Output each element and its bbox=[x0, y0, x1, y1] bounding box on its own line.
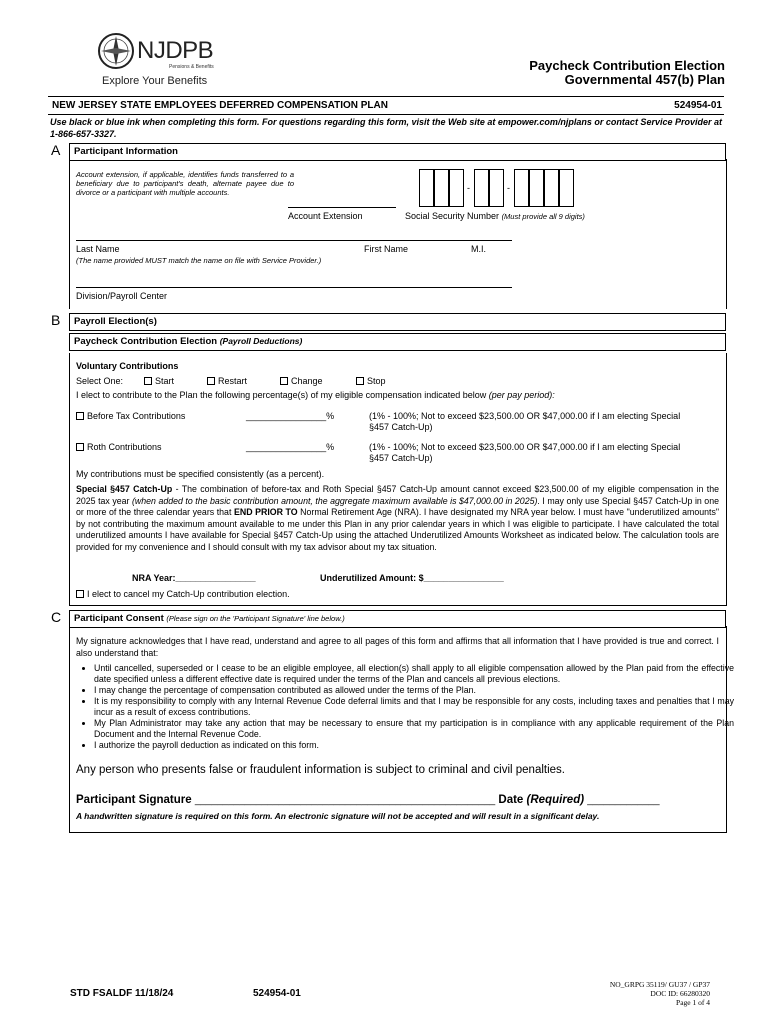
name-field[interactable] bbox=[76, 240, 512, 241]
before-tax-percent-field[interactable]: ________________% bbox=[246, 411, 335, 421]
footer-plan-number: 524954-01 bbox=[253, 988, 301, 999]
option-stop[interactable]: Stop bbox=[356, 376, 386, 386]
ssn-label: Social Security Number (Must provide all 9 digits) bbox=[405, 211, 585, 221]
mi-label: M.I. bbox=[471, 244, 486, 254]
first-name-label: First Name bbox=[364, 244, 409, 254]
ssn-field[interactable]: - - bbox=[419, 169, 699, 207]
sub-heading: Paycheck Contribution Election bbox=[74, 336, 218, 347]
account-note: Account extension, if applicable, identifies funds transferred to a beneficiary due to participant's death, alternate payee due to divorce or a participant with multiple accounts. bbox=[76, 170, 294, 197]
checkbox-icon bbox=[280, 377, 288, 385]
roth-percent-field[interactable]: ________________% bbox=[246, 442, 335, 452]
date-field[interactable]: _____________ bbox=[587, 795, 660, 806]
svg-text:NJDPB: NJDPB bbox=[137, 37, 214, 64]
checkbox-icon bbox=[76, 443, 84, 451]
plan-bar bbox=[48, 96, 724, 115]
consent-bullets bbox=[80, 663, 734, 751]
section-heading: Participant Information bbox=[74, 146, 178, 157]
instructions: Use black or blue ink when completing this form. For questions regarding this form, visit the Web site at empower.com/njplans or contact Service Provider at 1-866-657-3327. bbox=[50, 117, 722, 139]
list-item: • I authorize the payroll deduction as indicated on this form. bbox=[94, 740, 734, 751]
before-tax-option[interactable]: Before Tax Contributions bbox=[76, 411, 185, 421]
elect-text: I elect to contribute to the Plan the following percentage(s) of my eligible compensation indicated below (per pay period): bbox=[76, 390, 555, 400]
list-item: • It is my responsibility to comply with any Internal Revenue Code deferral limits and that I may be responsible for any costs, including taxes and penalties that I may incur as a result of excess contributions. bbox=[94, 696, 734, 718]
voluntary-title: Voluntary Contributions bbox=[76, 361, 179, 371]
section-letter: C bbox=[51, 609, 62, 625]
option-change[interactable]: Change bbox=[280, 376, 323, 386]
checkbox-icon bbox=[207, 377, 215, 385]
list-item: • I may change the percentage of compensation contributed as allowed under the terms of the Plan. bbox=[94, 685, 734, 696]
svg-text:Pensions & Benefits: Pensions & Benefits bbox=[169, 64, 214, 70]
date-label: Date bbox=[498, 794, 524, 806]
tagline: Explore Your Benefits bbox=[102, 75, 208, 87]
signature-field[interactable]: ______________________________________________________ bbox=[194, 795, 496, 806]
division-label: Division/Payroll Center bbox=[76, 291, 168, 301]
section-letter: A bbox=[51, 142, 61, 158]
paycheck-election-header: Paycheck Contribution Election (Payroll Deductions) bbox=[69, 333, 726, 351]
signature-row: Participant Signature ______________________________________________________ Date (Required) _____________ bbox=[76, 794, 660, 806]
section-c-header: C Participant Consent (Please sign on the 'Participant Signature' line below.) bbox=[69, 610, 726, 628]
checkbox-icon bbox=[356, 377, 364, 385]
plan-name: NEW JERSEY STATE EMPLOYEES DEFERRED COMPENSATION PLAN bbox=[52, 100, 388, 111]
last-name-label: Last Name bbox=[76, 244, 120, 254]
name-note: (The name provided MUST match the name on file with Service Provider.) bbox=[76, 256, 322, 265]
roth-limit: (1% - 100%; Not to exceed $23,500.00 OR $47,000.00 if I am electing Special §457 Catch-Up) bbox=[369, 442, 681, 463]
list-item: • My Plan Administrator may take any action that may be necessary to ensure that my participation is in compliance with any applicable requirement of the Plan Document and the Internal Revenue Code. bbox=[94, 718, 734, 740]
catchup-paragraph: Special §457 Catch-Up - The combination of before-tax and Roth Special §457 Catch-Up amount cannot exceed $23,500.00 of my eligible compensation in the 2025 tax year (when added to the basic contribution amount, the aggregate maximum available is $47,000.00 in 2025). I may only use Special §457 Catch-Up in one or more of the three calendar years that END PRIOR TO Normal Retirement Age (NRA). I have designated my NRA year below. I must have "underutilized amounts" by not contributing the maximum amount available to me under this Plan in any prior calendar years in which I was eligible to participate. I have calculated the total underutilized amounts I have available for Special §457 Catch-Up using the attached Underutilized Amounts Worksheet as indicated below. The calculation tools are provided for my convenience and I should consult with my tax advisor about my tax situation. bbox=[76, 484, 720, 552]
consistency-note: My contributions must be specified consistently (as a percent). bbox=[76, 469, 325, 479]
division-field[interactable] bbox=[76, 287, 512, 288]
cancel-catchup-option[interactable]: I elect to cancel my Catch-Up contribution election. bbox=[76, 589, 290, 599]
section-letter: B bbox=[51, 312, 61, 328]
document-reference: NO_GRPG 35119/ GU37 / GP37 DOC ID: 66280320 Page 1 of 4 bbox=[609, 980, 710, 1007]
nra-year-field[interactable]: NRA Year:________________ bbox=[132, 573, 256, 583]
section-heading: Participant Consent bbox=[74, 613, 164, 624]
section-b-header bbox=[51, 312, 726, 331]
section-b-body bbox=[69, 353, 727, 606]
signature-label: Participant Signature bbox=[76, 794, 192, 806]
section-a-body bbox=[69, 159, 727, 309]
section-heading: Payroll Election(s) bbox=[74, 316, 157, 327]
before-tax-limit: (1% - 100%; Not to exceed $23,500.00 OR $47,000.00 if I am electing Special §457 Catch-Up) bbox=[369, 411, 681, 432]
njdpb-logo bbox=[97, 30, 222, 74]
roth-option[interactable]: Roth Contributions bbox=[76, 442, 162, 452]
option-start[interactable]: Start bbox=[144, 376, 174, 386]
checkbox-icon bbox=[76, 412, 84, 420]
consent-intro: My signature acknowledges that I have read, understand and agree to all pages of this form and affirms that all information that I have provided is true and correct. I also understand that: bbox=[76, 636, 719, 658]
option-restart[interactable]: Restart bbox=[207, 376, 247, 386]
penalty-statement: Any person who presents false or fraudulent information is subject to criminal and civil penalties. bbox=[76, 764, 565, 776]
form-subtitle: Governmental 457(b) Plan bbox=[564, 72, 725, 87]
account-extension-field[interactable] bbox=[288, 207, 396, 208]
list-item: • Until cancelled, superseded or I cease to be an eligible employee, all election(s) shall apply to all eligible compensation allowed by the Plan paid from the effective date specified unless a different effective date is required under the terms of the Plan and cancels all previous elections. bbox=[94, 663, 734, 685]
select-one-label: Select One: bbox=[76, 376, 124, 386]
account-extension-label: Account Extension bbox=[288, 211, 363, 221]
plan-number: 524954-01 bbox=[674, 100, 722, 111]
underutilized-amount-field[interactable]: Underutilized Amount: $________________ bbox=[320, 573, 504, 583]
form-code: STD FSALDF 11/18/24 bbox=[70, 988, 174, 999]
form-title: Paycheck Contribution Election bbox=[529, 58, 725, 73]
section-c-body bbox=[69, 626, 734, 833]
handwritten-note: A handwritten signature is required on this form. An electronic signature will not be accepted and will result in a significant delay. bbox=[76, 811, 600, 821]
checkbox-icon bbox=[76, 590, 84, 598]
checkbox-icon bbox=[144, 377, 152, 385]
